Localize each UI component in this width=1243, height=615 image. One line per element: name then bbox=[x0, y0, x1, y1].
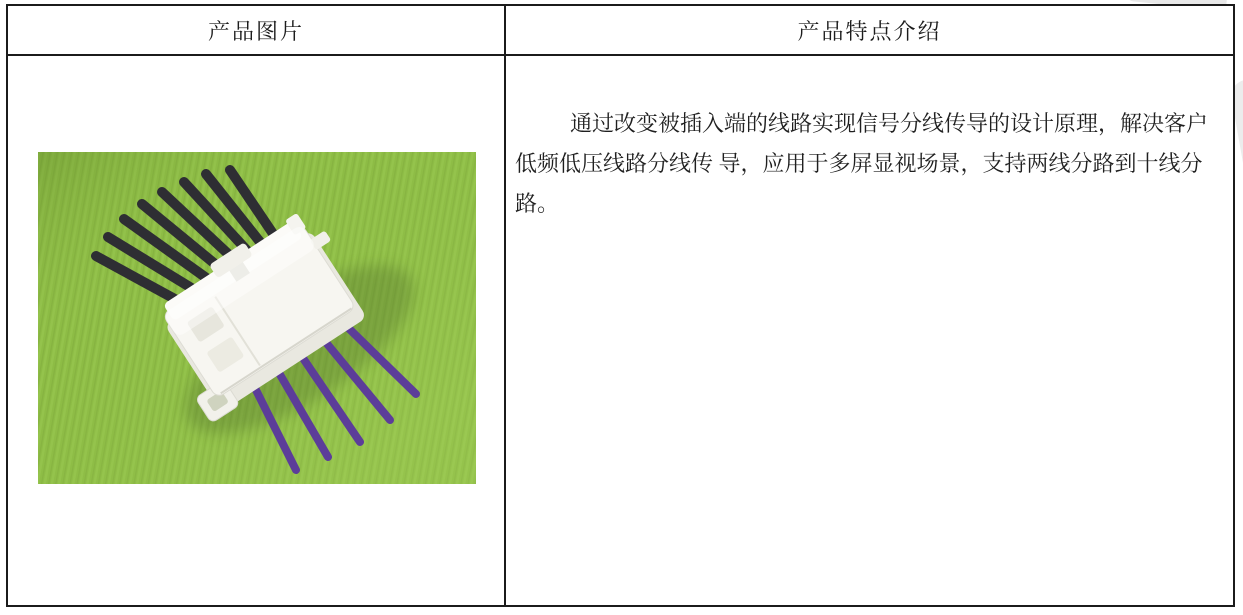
product-photo bbox=[38, 152, 476, 484]
product-description: 通过改变被插入端的线路实现信号分线传导的设计原理，解决客户低频低压线路分线传 导，应用于多屏显视场景，支持两线分路到十线分路。 bbox=[515, 111, 1209, 216]
product-features-cell bbox=[506, 56, 1233, 605]
header-product-image: 产品图片 bbox=[8, 6, 506, 56]
product-image-cell bbox=[8, 56, 506, 605]
header-product-features: 产品特点介绍 bbox=[506, 6, 1233, 56]
product-spec-table bbox=[6, 4, 1235, 607]
